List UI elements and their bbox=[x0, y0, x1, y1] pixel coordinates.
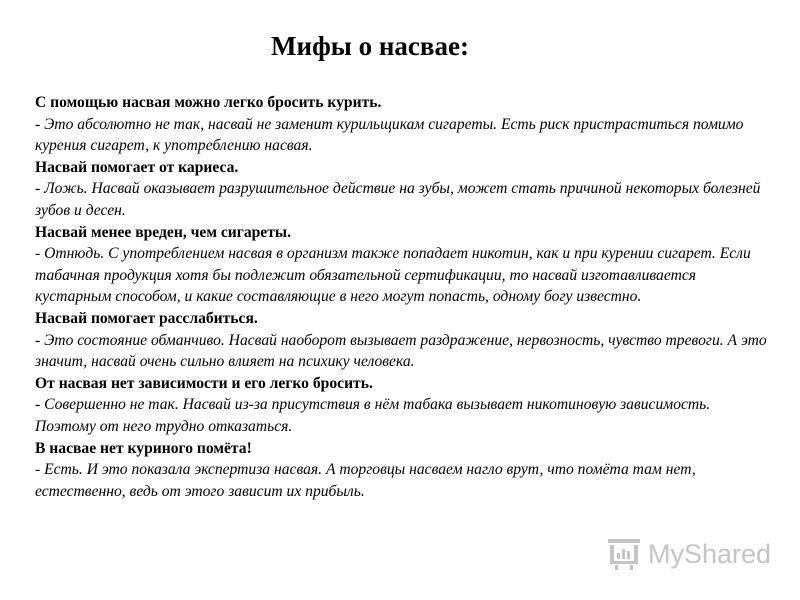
dash-marker: - bbox=[35, 180, 45, 198]
myth-answer bbox=[35, 178, 770, 221]
myth-answer-text: Отнюдь. С употреблением насвая в организм также попадает никотин, как и при курении сигарет. Если табачная продукция хотя бы подлежит обязательной сертификации, то насвай изготавливается кустарным способом, и какие составляющие в него могут попасть, одному богу известно. bbox=[35, 245, 751, 306]
dash-marker: - bbox=[35, 115, 45, 133]
myth-answer-text: Есть. И это показала экспертиза насвая. А торговцы насваем нагло врут, что помёта там нет, естественно, ведь от этого зависит их прибыль. bbox=[35, 461, 696, 500]
myth-answer bbox=[35, 394, 770, 437]
myth-answer bbox=[35, 330, 770, 373]
presentation-board-icon bbox=[606, 537, 642, 571]
myshared-logo[interactable] bbox=[606, 534, 771, 574]
dash-marker: - bbox=[35, 396, 45, 414]
myth-statement: С помощью насвая можно легко бросить курить. bbox=[35, 94, 382, 111]
myth-answer-text: Это состояние обманчиво. Насвай наоборот вызывает раздражение, нервозность, чувство тревоги. А это значит, насвай очень сильно влияет на психику человека. bbox=[35, 331, 767, 371]
myth-answer bbox=[35, 243, 770, 308]
myth-answer bbox=[35, 114, 770, 157]
dash-marker: - bbox=[35, 461, 45, 479]
myth-answer-text: Совершенно не так. Насвай из-за присутствия в нём табака вызывает никотиновую зависимость. Поэтому от него трудно отказаться. bbox=[35, 396, 711, 435]
myth-statement: В насвае нет куриного помёта! bbox=[35, 439, 252, 457]
myth-answer bbox=[35, 459, 770, 502]
myth-statement: Насвай помогает от кариеса. bbox=[35, 158, 239, 176]
dash-marker: - bbox=[35, 331, 45, 349]
myth-statement: От насвая нет зависимости и его легко бросить. bbox=[35, 374, 373, 392]
logo-text: MyShared bbox=[648, 538, 772, 569]
myth-answer-text: Это абсолютно не так, насвай не заменит курильщикам сигареты. Есть риск пристраститься помимо курения сигарет, к употреблению насвая. bbox=[35, 115, 744, 155]
myth-answer-text: Ложь. Насвай оказывает разрушительное действие на зубы, может стать причиной некоторых болезней зубов и десен. bbox=[35, 180, 761, 219]
myth-statement: Насвай менее вреден, чем сигареты. bbox=[35, 223, 291, 241]
myth-statement: Насвай помогает расслабиться. bbox=[35, 309, 258, 327]
page-title: Мифы о насвае: bbox=[271, 31, 469, 61]
dash-marker: - bbox=[35, 245, 45, 263]
myth-list bbox=[35, 92, 770, 502]
